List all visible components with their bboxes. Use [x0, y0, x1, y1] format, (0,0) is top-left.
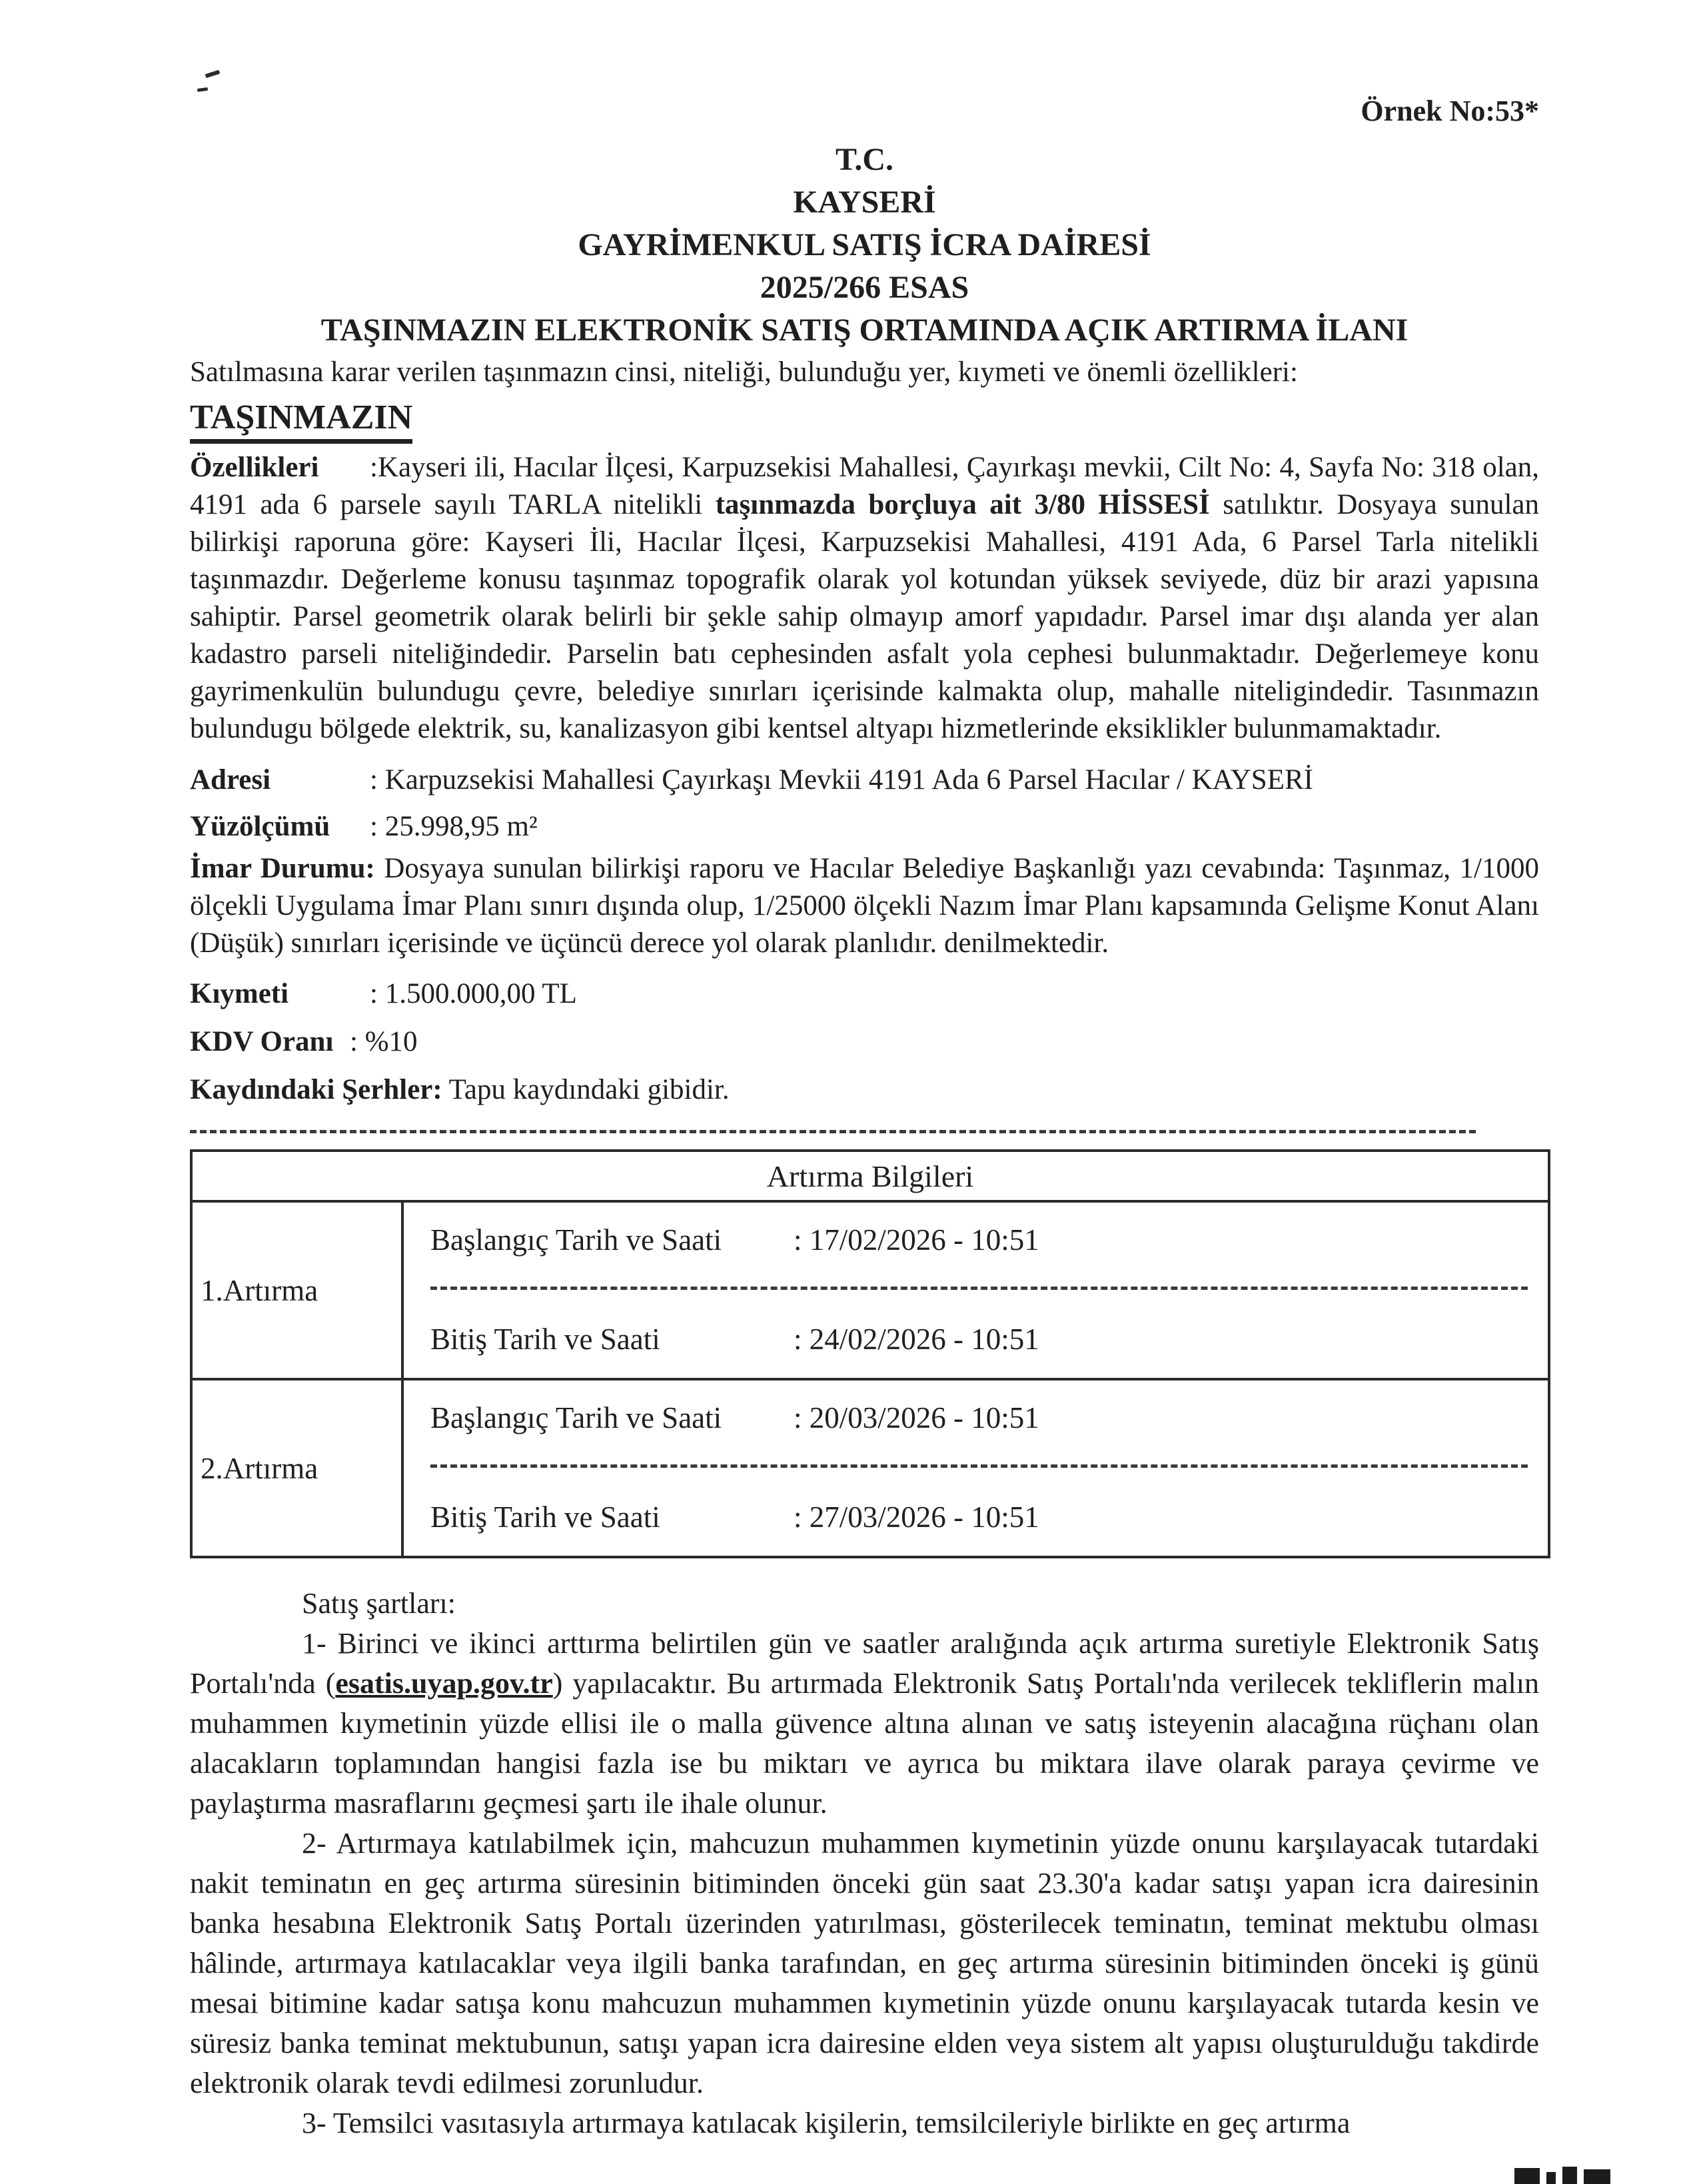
area-label: Yüzölçümü	[190, 811, 330, 842]
vat-label: KDV Oranı	[190, 1026, 334, 1057]
round-1-end	[430, 1321, 1528, 1358]
header-announcement-title: TAŞINMAZIN ELEKTRONİK SATIŞ ORTAMINDA AÇIK ARTIRMA İLANI	[320, 312, 1408, 348]
features-text-2: satılıktır. Dosyaya sunulan bilirkişi raporuna göre: Kayseri İli, Hacılar İlçesi, Karpuzsekisi Mahallesi, 4191 Ada, 6 Parsel Tarla nitelikli taşınmazdır. Değerleme konusu taşınmaz topografik olarak yol kotundan yüksek seviyede, düz bir arazi yapısına sahiptir. Parsel geometrik olarak belirli bir şekle sahip olmayıp amorf yapıdadır. Parsel imar dışı alanda yer alan kadastro parseli niteliğindedir. Parselin batı cephesinden asfalt yola cephesi bulunmaktadır. Değerlemeye konu gayrimenkulün bulundugu çevre, belediye sınırları içerisinde kalmakta olup, mahalle niteligindedir. Tasınmazın bulundugu bölgede elektrik, su, kanalizasyon gibi kentsel altyapı hizmetlerinde eksiklikler bulunmamaktadır.	[190, 489, 1540, 744]
round-2-details	[402, 1379, 1549, 1557]
sales-term-3: 3- Temsilci vasıtasıyla artırmaya katılacak kişilerin, temsilcileriyle birlikte en geç artırma	[302, 2107, 1351, 2139]
auction-info-table	[190, 1149, 1550, 1558]
value-amount: : 1.500.000,00 TL	[370, 978, 577, 1009]
sales-term-2: 2- Artırmaya katılabilmek için, mahcuzun muhammen kıymetinin yüzde onunu karşılayacak tutardaki nakit teminatın en geç artırma süresinin bitiminden önceki gün saat 23.30'a kadar satışı yapan icra dairesinin banka hesabına Elektronik Satış Portalı üzerinden yatırılması, gösterilecek teminatın, teminat mektubu olması hâlinde, artırmaya katılacaklar veya ilgili banka tarafından, en geç artırma süresinin bitiminden önceki iş günü mesai bitimine kadar satışa konu mahcuzun muhammen kıymetinin yüzde onunu karşılayacak tutarda kesin ve süresiz banka teminat mektubunun, satışı yapan icra dairesine elden veya sistem alt yapısı oluşturulduğu takdirde elektronik olarak tevdi edilmesi zorunludur.	[190, 1827, 1539, 2099]
round-2-start-value: : 20/03/2026 - 10:51	[794, 1401, 1039, 1434]
document-header	[190, 139, 1539, 352]
sales-terms-heading: Satış şartları:	[302, 1587, 456, 1620]
annotations-label: Kaydındaki Şerhler:	[190, 1074, 442, 1105]
address-label: Adresi	[190, 764, 271, 796]
address-row	[190, 757, 1539, 804]
esatis-portal-link-text: esatis.uyap.gov.tr	[335, 1667, 553, 1700]
header-office: GAYRİMENKUL SATIŞ İCRA DAİRESİ	[578, 227, 1151, 263]
area-value: : 25.998,95 m²	[370, 811, 538, 842]
round-2-end-value: : 27/03/2026 - 10:51	[794, 1500, 1039, 1534]
value-row	[190, 970, 1539, 1018]
zoning-paragraph	[190, 850, 1539, 962]
round-1-start-value: : 17/02/2026 - 10:51	[794, 1223, 1039, 1257]
header-case-number: 2025/266 ESAS	[760, 270, 969, 305]
sales-terms-section	[190, 1584, 1539, 2143]
round-2-end-label: Bitiş Tarih ve Saati	[430, 1500, 660, 1534]
handwritten-mark	[197, 69, 224, 96]
sales-term-1-text-1: 1- Birinci ve ikinci arttırma belirtilen gün ve saatler aralığında açık artırma suretiyle Elektronik Satış Portalı'nda (	[190, 1627, 1539, 1700]
vat-value: : %10	[350, 1026, 418, 1057]
round-1-start	[430, 1221, 1528, 1259]
features-bold-share: taşınmazda borçluya ait 3/80 HİSSESİ	[715, 489, 1210, 520]
area-row	[190, 804, 1539, 850]
round-2-start	[430, 1399, 1528, 1436]
zoning-label: İmar Durumu:	[190, 853, 375, 884]
ornek-no: Örnek No:53*	[1361, 95, 1539, 127]
qr-code-partial-icon	[1514, 2167, 1614, 2184]
sales-term-1-text-2: ) yapılacaktır. Bu artırmada Elektronik Satış Portalı'nda verilecek tekliflerin malın muhammen kıymetinin yüzde ellisi ile o malla güvence altına alınan ve satış isteyenin alacağına rüçhanı olan alacakların toplamından hangisi fazla ise bu miktarı ve ayrıca bu miktara ilave olarak paraya çevirme ve paylaştırma masraflarını geçmesi şartı ile ihale olunur.	[190, 1667, 1539, 1820]
table-row	[191, 1379, 1549, 1557]
table-row	[191, 1201, 1549, 1379]
round-1-start-label: Başlangıç Tarih ve Saati	[430, 1223, 722, 1257]
header-city: KAYSERİ	[793, 185, 936, 220]
round-2-start-label: Başlangıç Tarih ve Saati	[430, 1401, 722, 1434]
sales-term-1	[190, 1624, 1539, 1824]
round-1-name: 1.Artırma	[191, 1201, 402, 1379]
annotations-value: Tapu kaydındaki gibidir.	[442, 1074, 730, 1105]
auction-table-title: Artırma Bilgileri	[191, 1151, 1549, 1201]
dashed-divider	[190, 1130, 1476, 1133]
features-text-1: :Kayseri ili, Hacılar İlçesi, Karpuzsekisi Mahallesi, Çayırkaşı mevkii, Cilt No: 4, Sayfa No: 318 olan, 4191 ada 6 parsele sayılı TARLA nitelikli	[190, 452, 1539, 520]
round-1-end-label: Bitiş Tarih ve Saati	[430, 1323, 660, 1356]
intro-line: Satılmasına karar verilen taşınmazın cinsi, niteliği, bulunduğu yer, kıymeti ve önemli özellikleri:	[190, 356, 1298, 388]
dashed-divider	[430, 1464, 1528, 1468]
value-label: Kıymeti	[190, 978, 289, 1009]
round-1-details	[402, 1201, 1549, 1379]
round-2-end	[430, 1498, 1528, 1536]
dashed-divider	[430, 1287, 1528, 1290]
annotations-row	[190, 1066, 1539, 1114]
address-value: : Karpuzsekisi Mahallesi Çayırkaşı Mevkii 4191 Ada 6 Parsel Hacılar / KAYSERİ	[370, 764, 1313, 796]
features-paragraph	[190, 449, 1539, 748]
header-tc: T.C.	[835, 142, 894, 177]
section-heading-tasinmazin: TAŞINMAZIN	[190, 398, 412, 444]
zoning-text: Dosyaya sunulan bilirkişi raporu ve Hacılar Belediye Başkanlığı yazı cevabında: Taşınmaz, 1/1000 ölçekli Uygulama İmar Planı sınırı dışında olup, 1/25000 ölçekli Nazım İmar Planı kapsamında Gelişme Konut Alanı (Düşük) sınırları içerisinde ve üçüncü derece yol olarak planlıdır. denilmektedir.	[190, 853, 1539, 959]
vat-row	[190, 1018, 1539, 1066]
round-1-end-value: : 24/02/2026 - 10:51	[794, 1323, 1039, 1356]
features-label: Özellikleri	[190, 452, 319, 483]
round-2-name: 2.Artırma	[191, 1379, 402, 1557]
